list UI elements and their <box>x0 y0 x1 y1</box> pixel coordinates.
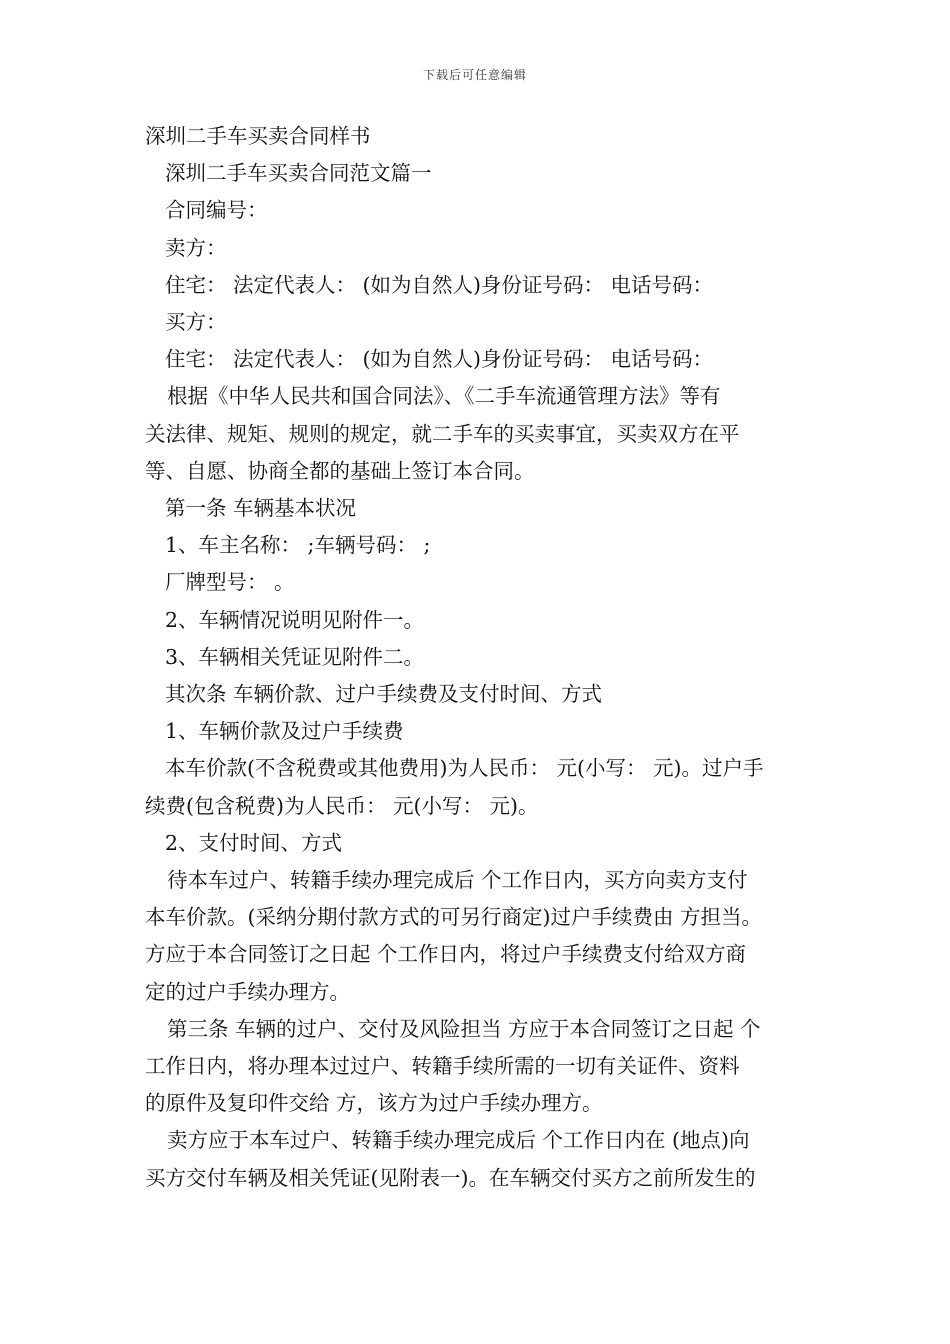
paragraph-line: 本车价款。(采纳分期付款方式的可另行商定)过户手续费由 方担当。 <box>145 905 763 930</box>
price-fee-heading: 1、车辆价款及过户手续费 <box>165 719 404 744</box>
paragraph-line: 定的过户手续办理方。 <box>145 979 350 1004</box>
paragraph-line: 工作日内，将办理本过过户、转籍手续所需的一切有关证件、资料 <box>145 1054 740 1079</box>
paragraph-line: 续费(包含税费)为人民币： 元(小写： 元)。 <box>145 793 539 818</box>
document-body <box>145 118 810 1197</box>
brand-model-line: 厂牌型号： 。 <box>165 570 295 595</box>
paragraph-line: 待本车过户、转籍手续办理完成后 个工作日内，买方向卖方支付 <box>167 868 748 893</box>
paragraph-payment <box>145 862 810 1011</box>
paragraph-line: 关法律、规矩、规则的规定，就二手车的买卖事宜，买卖双方在平 <box>145 421 740 446</box>
paragraph-line: 第三条 车辆的过户、交付及风险担当 方应于本合同签订之日起 个 <box>167 1016 761 1041</box>
owner-name-line: 1、车主名称： ;车辆号码： ; <box>165 533 431 558</box>
vehicle-condition-line: 2、车辆情况说明见附件一。 <box>165 607 425 632</box>
payment-heading: 2、支付时间、方式 <box>165 830 343 855</box>
article-two-heading: 其次条 车辆价款、过户手续费及支付时间、方式 <box>165 682 603 707</box>
paragraph-line: 的原件及复印件交给 方，该方为过户手续办理方。 <box>145 1091 603 1116</box>
contract-number-line: 合同编号： <box>165 198 268 223</box>
paragraph-basis <box>145 378 810 490</box>
paragraph-line: 等、自愿、协商全都的基础上签订本合同。 <box>145 458 535 483</box>
paragraph-delivery <box>145 1122 810 1196</box>
paragraph-line: 根据《中华人民共和国合同法》、《二手车流通管理方法》等有 <box>167 384 721 409</box>
paragraph-line: 本车价款(不含税费或其他费用)为人民币： 元(小写： 元)。过户手 <box>165 756 764 781</box>
seller-line: 卖方： <box>165 235 227 260</box>
article-one-heading: 第一条 车辆基本状况 <box>165 496 357 521</box>
buyer-details-line: 住宅： 法定代表人： (如为自然人)身份证号码： 电话号码： <box>165 347 714 372</box>
vehicle-documents-line: 3、车辆相关凭证见附件二。 <box>165 644 425 669</box>
document-title: 深圳二手车买卖合同样书 <box>145 124 371 148</box>
header-note: 下载后可任意编辑 <box>422 68 527 82</box>
section-subtitle: 深圳二手车买卖合同范文篇一 <box>165 161 432 186</box>
paragraph-line: 买方交付车辆及相关凭证(见附表一)。在车辆交付买方之前所发生的 <box>145 1165 756 1190</box>
paragraph-line: 卖方应于本车过户、转籍手续办理完成后 个工作日内在 (地点)向 <box>167 1128 750 1153</box>
seller-details-line: 住宅： 法定代表人： (如为自然人)身份证号码： 电话号码： <box>165 272 714 297</box>
paragraph-price <box>145 750 810 824</box>
buyer-line: 买方： <box>165 310 227 335</box>
paragraph-line: 方应于本合同签订之日起 个工作日内，将过户手续费支付给双方商 <box>145 942 747 967</box>
paragraph-article-three <box>145 1011 810 1123</box>
